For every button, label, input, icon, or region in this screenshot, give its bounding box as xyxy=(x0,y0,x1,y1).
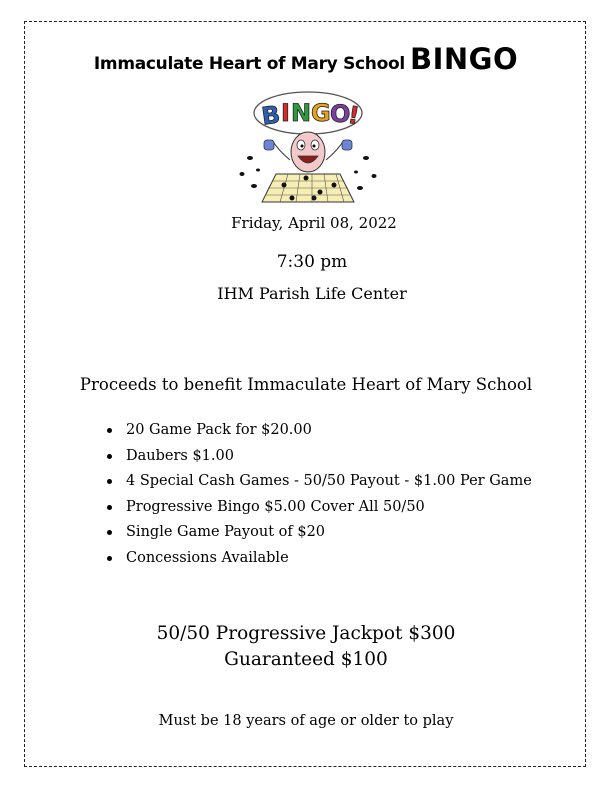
svg-text:!: ! xyxy=(345,100,362,131)
bullet-icon xyxy=(107,530,112,535)
bullet-icon xyxy=(107,428,112,433)
jackpot-amount: 50/50 Progressive Jackpot $300 xyxy=(156,623,456,644)
svg-text:G: G xyxy=(311,99,331,127)
svg-text:N: N xyxy=(291,99,312,127)
event-date: Friday, April 08, 2022 xyxy=(231,214,397,232)
school-name: Immaculate Heart of Mary School xyxy=(93,54,405,74)
page-title xyxy=(0,42,612,76)
bullet-icon xyxy=(107,505,112,510)
bullet-icon xyxy=(107,454,112,459)
svg-text:B: B xyxy=(259,100,282,131)
list-item: 4 Special Cash Games - 50/50 Payout - $1.00 Per Game xyxy=(107,471,532,497)
details-list xyxy=(107,420,532,573)
list-item: 20 Game Pack for $20.00 xyxy=(107,420,532,446)
jackpot-guarantee: Guaranteed $100 xyxy=(224,649,388,670)
list-item: Concessions Available xyxy=(107,548,532,574)
event-location: IHM Parish Life Center xyxy=(217,284,407,303)
bingo-cartoon-logo xyxy=(228,88,388,206)
age-notice: Must be 18 years of age or older to play xyxy=(158,713,454,729)
bingo-heading: BINGO xyxy=(409,42,519,76)
bullet-icon xyxy=(107,556,112,561)
bullet-icon xyxy=(107,479,112,484)
svg-text:O: O xyxy=(330,100,351,128)
list-item: Daubers $1.00 xyxy=(107,446,532,472)
event-time: 7:30 pm xyxy=(276,252,348,272)
list-item: Single Game Payout of $20 xyxy=(107,522,532,548)
svg-text:I: I xyxy=(281,99,290,127)
list-item: Progressive Bingo $5.00 Cover All 50/50 xyxy=(107,497,532,523)
proceeds-statement: Proceeds to benefit Immaculate Heart of Mary School xyxy=(79,375,533,394)
